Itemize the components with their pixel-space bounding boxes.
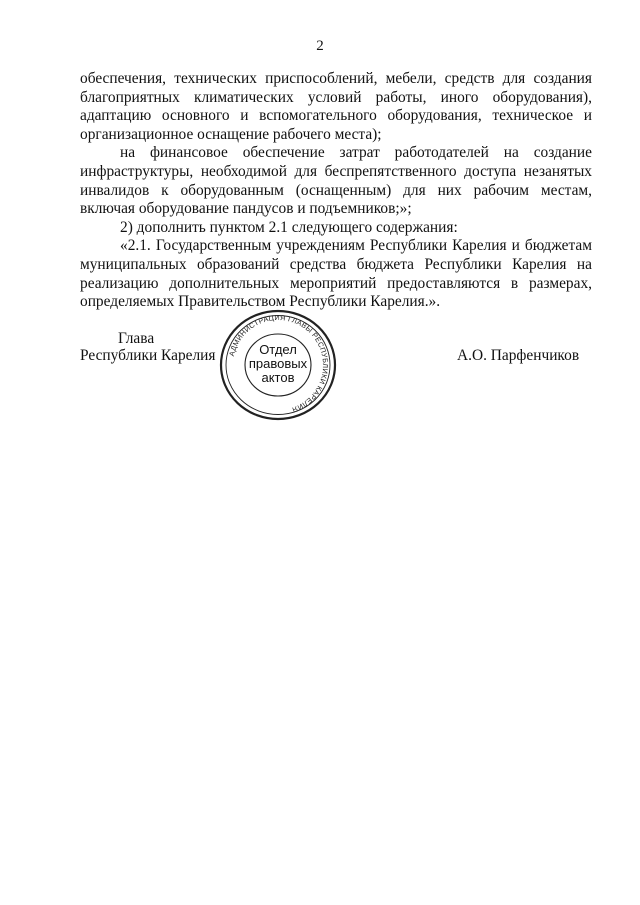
signature-name: А.О. Парфенчиков (457, 347, 580, 364)
stamp-center-line-1: Отдел (259, 342, 297, 357)
stamp-ring-text: АДМИНИСТРАЦИЯ ГЛАВЫ РЕСПУБЛИКИ КАРЕЛИЯ (226, 312, 331, 415)
paragraph-clause-2-1: «2.1. Государственным учреждениям Республики Карелия и бюджетам муниципальных образований средства бюджета Республики Карелия на реализацию дополнительных мероприятий предоставляются в размерах, определяемых Правительством Республики Карелия.». (80, 237, 592, 311)
document-body (80, 70, 592, 312)
signature-org: Республики Карелия (80, 347, 216, 364)
paragraph-amendment-intro: 2) дополнить пунктом 2.1 следующего содержания: (120, 218, 458, 236)
stamp-center-line-2: правовых (248, 356, 308, 371)
stamp-center-line-3: актов (261, 370, 295, 385)
paragraph-continuation: обеспечения, технических приспособлений, мебели, средств для создания благоприятных климатических условий работы, иного оборудования), адаптацию основного и вспомогательного оборудования, техническое и организационное оснащение рабочего места); (80, 70, 592, 143)
page-number: 2 (316, 38, 324, 54)
signature-title: Глава (118, 330, 155, 347)
paragraph-infrastructure: на финансовое обеспечение затрат работодателей на создание инфраструктуры, необходимой для беспрепятственного доступа незанятых инвалидов к оборудованным (оснащенным) для них рабочим местам, включая оборудование пандусов и подъемников;»; (80, 144, 592, 218)
official-stamp (218, 308, 338, 423)
